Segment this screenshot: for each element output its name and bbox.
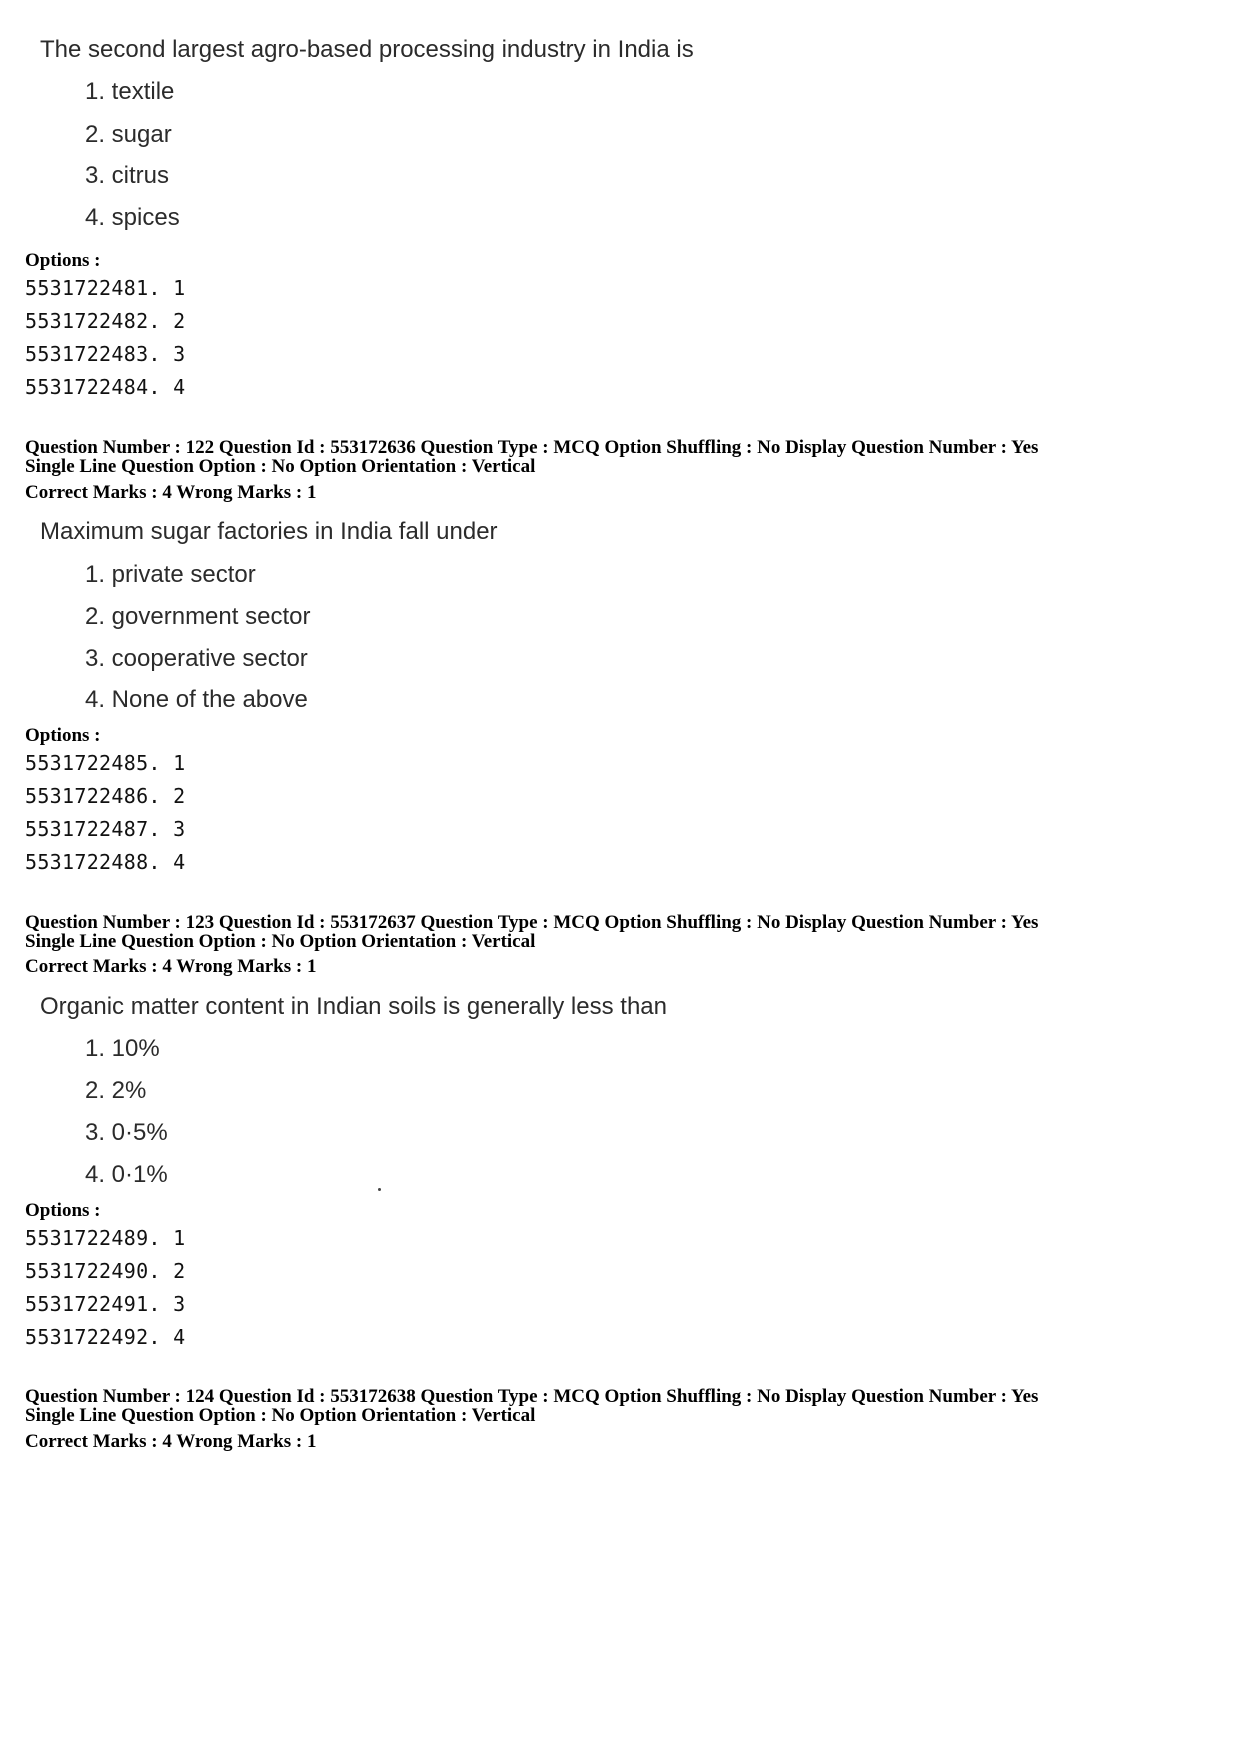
question-122-meta-line-1: Question Number : 122 Question Id : 553172636 Question Type : MCQ Option Shuffling : No Display Question Number : Yes [25, 437, 1039, 458]
question-122-choice-4: 4. None of the above [85, 686, 308, 713]
question-121-option-1: 5531722481. 1 [25, 276, 186, 300]
question-122-option-1: 5531722485. 1 [25, 751, 186, 775]
question-123-option-4: 5531722492. 4 [25, 1325, 186, 1349]
question-122-meta-line-2: Single Line Question Option : No Option Orientation : Vertical [25, 456, 536, 477]
question-121-choice-4: 4. spices [85, 204, 180, 231]
question-121-stem: The second largest agro-based processing industry in India is [40, 36, 694, 63]
question-121-option-2: 5531722482. 2 [25, 309, 186, 333]
question-121-choice-3: 3. citrus [85, 162, 170, 189]
question-124-marks: Correct Marks : 4 Wrong Marks : 1 [25, 1431, 317, 1452]
question-123-stem: Organic matter content in Indian soils is generally less than [40, 993, 667, 1020]
question-122-option-2: 5531722486. 2 [25, 784, 186, 808]
question-123-option-1: 5531722489. 1 [25, 1226, 186, 1250]
question-121-choice-1: 1. textile [85, 78, 175, 105]
question-122-options-label: Options : [25, 725, 101, 746]
question-123-option-3: 5531722491. 3 [25, 1292, 186, 1316]
question-121-choice-2: 2. sugar [85, 121, 172, 148]
question-124-meta-line-2: Single Line Question Option : No Option Orientation : Vertical [25, 1405, 536, 1426]
question-121-option-3: 5531722483. 3 [25, 342, 186, 366]
question-124-meta-line-1: Question Number : 124 Question Id : 553172638 Question Type : MCQ Option Shuffling : No Display Question Number : Yes [25, 1386, 1039, 1407]
question-123-option-2: 5531722490. 2 [25, 1259, 186, 1283]
question-123-options-label: Options : [25, 1200, 101, 1221]
question-123-choice-2: 2. 2% [85, 1077, 147, 1104]
question-122-marks: Correct Marks : 4 Wrong Marks : 1 [25, 482, 317, 503]
question-121-option-4: 5531722484. 4 [25, 375, 186, 399]
question-121-options-label: Options : [25, 250, 101, 271]
question-123-meta-line-2: Single Line Question Option : No Option Orientation : Vertical [25, 931, 536, 952]
question-123-marks: Correct Marks : 4 Wrong Marks : 1 [25, 956, 317, 977]
question-123-meta-line-1: Question Number : 123 Question Id : 553172637 Question Type : MCQ Option Shuffling : No Display Question Number : Yes [25, 912, 1039, 933]
question-122-stem: Maximum sugar factories in India fall under [40, 518, 498, 545]
question-122-choice-1: 1. private sector [85, 561, 256, 588]
question-122-choice-2: 2. government sector [85, 603, 311, 630]
question-123-choice-3: 3. 0·5% [85, 1119, 168, 1146]
question-122-option-3: 5531722487. 3 [25, 817, 186, 841]
question-123-choice-4: 4. 0·1% [85, 1161, 168, 1188]
question-123-choice-1: 1. 10% [85, 1035, 160, 1062]
question-122-option-4: 5531722488. 4 [25, 850, 186, 874]
stray-dot-mark [378, 1188, 381, 1191]
question-122-choice-3: 3. cooperative sector [85, 645, 308, 672]
